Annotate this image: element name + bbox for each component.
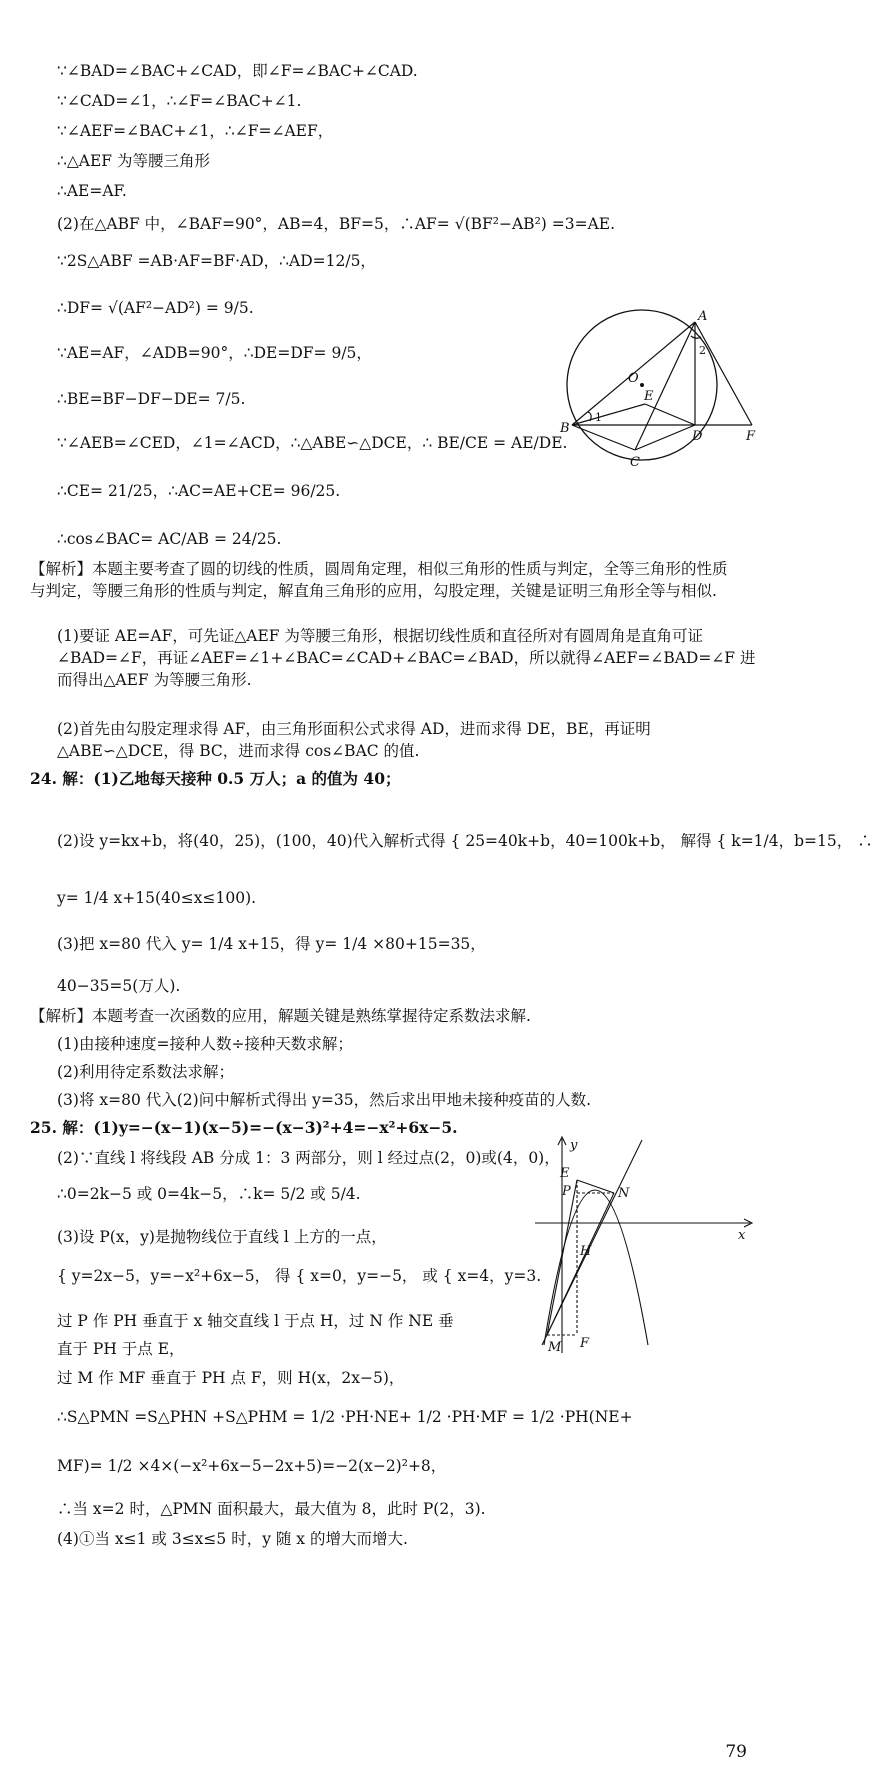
analysis-paragraph: 【解析】本题主要考查了圆的切线的性质，圆周角定理，相似三角形的性质与判定，全等三角形的性质与判定，等腰三角形的性质与判定，解直角三角形的应用，勾股定理，关键是证明三角形全等与相似. bbox=[30, 560, 728, 600]
text-line: ∵2S△ABF =AB·AF=BF·AD，∴AD=12/5， bbox=[57, 252, 376, 270]
label-A: A bbox=[698, 309, 708, 324]
text-line: ∴AE=AF. bbox=[57, 182, 127, 200]
question-24: 24. 解：(1)乙地每天接种 0.5 万人；a 的值为 40； bbox=[30, 769, 401, 788]
label-C: C bbox=[630, 455, 640, 470]
text-line: { y=2x−5，y=−x²+6x−5， 得 { x=0，y=−5， 或 { x=4，y=3. bbox=[57, 1267, 542, 1285]
segment-ED bbox=[645, 404, 695, 425]
text-line: ∴0=2k−5 或 0=4k−5，∴k= 5/2 或 5/4. bbox=[57, 1185, 361, 1203]
text-line: 40−35=5(万人). bbox=[57, 977, 181, 995]
text-line: (2)首先由勾股定理求得 AF，由三角形面积公式求得 AD，进而求得 DE，BE，再证明△ABE∽△DCE，得 BC，进而求得 cos∠BAC 的值. bbox=[57, 720, 651, 760]
text-line: ∵∠AEF=∠BAC+∠1，∴∠F=∠AEF， bbox=[57, 122, 334, 140]
text-line: y= 1/4 x+15(40≤x≤100). bbox=[57, 889, 257, 907]
text-line: 直于 PH 于点 E， bbox=[57, 1340, 185, 1358]
text-line: ∴当 x=2 时，△PMN 面积最大，最大值为 8，此时 P(2，3). bbox=[57, 1500, 486, 1518]
label-F: F bbox=[746, 429, 756, 444]
label-angle-1: 1 bbox=[595, 411, 602, 424]
analysis-paragraph: 【解析】本题考查一次函数的应用，解题关键是熟练掌握待定系数法求解. bbox=[30, 1007, 531, 1025]
label-y: y bbox=[570, 1138, 578, 1153]
label-F: F bbox=[580, 1336, 590, 1351]
label-D: D bbox=[692, 429, 703, 444]
text-line: ∵AE=AF，∠ADB=90°，∴DE=DF= 9/5， bbox=[57, 344, 372, 362]
parabola-figure bbox=[530, 1135, 760, 1355]
text-line: (1)要证 AE=AF，可先证△AEF 为等腰三角形，根据切线性质和直径所对有圆周角是直角可证∠BAD=∠F，再证∠AEF=∠1+∠BAC=∠CAD+∠BAC=∠BAD，所以就得∠AEF=∠BAD=∠F 进而得出△AEF 为等腰三角形. bbox=[57, 627, 756, 689]
label-E: E bbox=[644, 389, 654, 404]
text-line: ∴CE= 21/25，∴AC=AE+CE= 96/25. bbox=[57, 482, 341, 500]
text-line: ∴△AEF 为等腰三角形 bbox=[57, 152, 210, 170]
segment-AC bbox=[635, 322, 695, 450]
text-line: ∵∠AEB=∠CED，∠1=∠ACD，∴△ABE∽△DCE，∴ BE/CE = AE/DE. bbox=[57, 434, 568, 452]
text-line: ∴DF= √(AF²−AD²) = 9/5. bbox=[57, 299, 254, 317]
label-N: N bbox=[618, 1186, 630, 1201]
text-line: (3)把 x=80 代入 y= 1/4 x+15，得 y= 1/4 ×80+15=35， bbox=[57, 935, 486, 953]
text-line: (4)①当 x≤1 或 3≤x≤5 时，y 随 x 的增大而增大. bbox=[57, 1530, 408, 1548]
question-25: 25. 解：(1)y=−(x−1)(x−5)=−(x−3)²+4=−x²+6x−5. bbox=[30, 1118, 458, 1137]
text-line: 过 P 作 PH 垂直于 x 轴交直线 l 于点 H，过 N 作 NE 垂 bbox=[57, 1312, 454, 1330]
text-line: ∵∠BAD=∠BAC+∠CAD，即∠F=∠BAC+∠CAD. bbox=[57, 62, 418, 80]
center-dot bbox=[640, 383, 644, 387]
text-line: (2)利用待定系数法求解； bbox=[57, 1063, 234, 1081]
label-x: x bbox=[738, 1228, 746, 1243]
text-line: 过 M 作 MF 垂直于 PH 点 F，则 H(x，2x−5)， bbox=[57, 1369, 405, 1387]
label-B: B bbox=[560, 421, 570, 436]
text-line: (2)∵直线 l 将线段 AB 分成 1：3 两部分，则 l 经过点(2，0)或(4，0)， bbox=[57, 1149, 560, 1167]
text-line: ∴cos∠BAC= AC/AB = 24/25. bbox=[57, 530, 282, 548]
segment-BE bbox=[572, 404, 645, 425]
label-angle-2: 2 bbox=[699, 344, 706, 357]
text-line: (3)将 x=80 代入(2)问中解析式得出 y=35，然后求出甲地未接种疫苗的人数. bbox=[57, 1091, 592, 1109]
text-line: ∵∠CAD=∠1，∴∠F=∠BAC+∠1. bbox=[57, 92, 302, 110]
text-line: MF)= 1/2 ×4×(−x²+6x−5−2x+5)=−2(x−2)²+8， bbox=[57, 1457, 447, 1475]
label-H: H bbox=[580, 1244, 592, 1259]
page-number: 79 bbox=[725, 1742, 747, 1762]
label-M: M bbox=[548, 1340, 562, 1355]
text-line: (3)设 P(x，y)是抛物线位于直线 l 上方的一点， bbox=[57, 1228, 387, 1246]
text-line: ∴S△PMN =S△PHN +S△PHM = 1/2 ·PH·NE+ 1/2 ·PH·MF = 1/2 ·PH(NE+ bbox=[57, 1408, 633, 1426]
circle-figure bbox=[560, 300, 760, 480]
label-P: P bbox=[562, 1184, 571, 1199]
segment-MN bbox=[547, 1193, 614, 1335]
label-O: O bbox=[628, 371, 639, 386]
label-E: E bbox=[560, 1166, 570, 1181]
segment-AF bbox=[695, 322, 752, 425]
text-line: (2)设 y=kx+b，将(40，25)，(100，40)代入解析式得 { 25=40k+b，40=100k+b， 解得 { k=1/4，b=15， ∴ bbox=[57, 832, 873, 850]
text-line: (1)由接种速度=接种人数÷接种天数求解； bbox=[57, 1035, 353, 1053]
segment-PN bbox=[577, 1180, 614, 1193]
text-line: ∴BE=BF−DF−DE= 7/5. bbox=[57, 390, 246, 408]
segment-BC bbox=[572, 425, 635, 450]
text-line: (2)在△ABF 中，∠BAF=90°，AB=4，BF=5，∴AF= √(BF²−AB²) =3=AE. bbox=[57, 215, 616, 233]
